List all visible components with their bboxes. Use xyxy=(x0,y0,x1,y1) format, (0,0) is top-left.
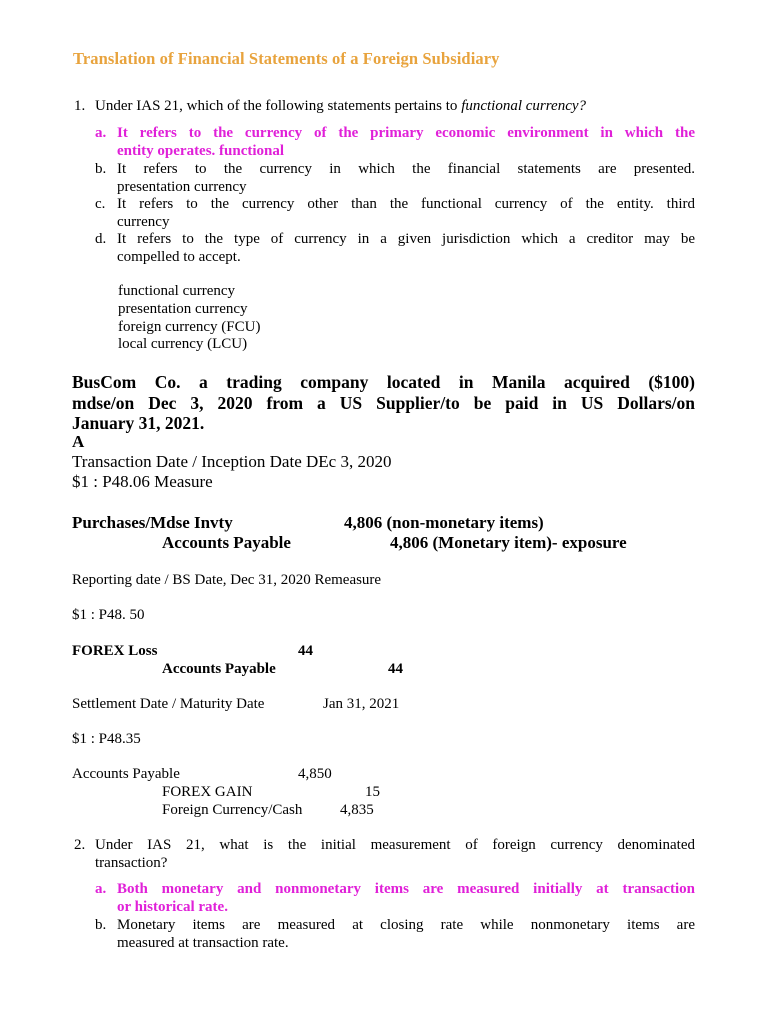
option-line: It refers to the currency in which the financial statements are presented. xyxy=(117,161,695,177)
entry1-credit-amount: 4,806 (Monetary item)- exposure xyxy=(390,533,627,552)
option-line: entity operates. functional xyxy=(117,142,285,159)
option-letter: c. xyxy=(95,196,106,212)
entry1-debit-amount: 4,806 (non-monetary items) xyxy=(344,513,544,532)
entry3-credit1-amount: 15 xyxy=(365,784,380,800)
question-number: 2. xyxy=(74,837,86,853)
option-line: or historical rate. xyxy=(117,898,228,915)
question-1 xyxy=(0,98,768,118)
option-line: It refers to the currency other than the functional currency of the entity. third xyxy=(117,196,695,212)
question-line: transaction? xyxy=(95,854,168,871)
q1-option-b xyxy=(95,161,695,197)
question-line: Under IAS 21, what is the initial measurement of foreign currency denominated xyxy=(95,837,695,853)
entry2-credit-account: Accounts Payable xyxy=(162,661,276,677)
option-line: compelled to accept. xyxy=(117,248,241,265)
settlement-label: Settlement Date / Maturity Date xyxy=(72,696,265,712)
entry3-debit-amount: 4,850 xyxy=(298,766,332,782)
entry3-credit1-account: FOREX GAIN xyxy=(162,784,253,800)
option-line: Both monetary and nonmonetary items are measured initially at transaction xyxy=(117,881,695,897)
entry2-credit-amount: 44 xyxy=(388,661,403,677)
question-2 xyxy=(0,837,768,877)
option-letter: a. xyxy=(95,881,107,897)
option-text xyxy=(117,917,695,952)
q1-option-a xyxy=(95,125,695,161)
entry3-credit2-account: Foreign Currency/Cash xyxy=(162,802,303,818)
rate-measure: $1 : P48.06 Measure xyxy=(72,472,213,491)
option-letter: d. xyxy=(95,231,107,247)
option-line: Monetary items are measured at closing rate while nonmonetary items are xyxy=(117,917,695,933)
term-foreign-currency: foreign currency (FCU) xyxy=(118,319,261,335)
entry3-debit-account: Accounts Payable xyxy=(72,766,180,782)
q1-option-c xyxy=(95,196,695,232)
paragraph-line: BusCom Co. a trading company located in Manila acquired ($100) xyxy=(72,372,695,392)
option-text xyxy=(117,125,695,160)
term-presentation-currency: presentation currency xyxy=(118,301,248,317)
option-letter: b. xyxy=(95,161,107,177)
question-text xyxy=(95,98,586,115)
option-line: It refers to the currency of the primary economic environment in which the xyxy=(117,125,695,141)
option-line: presentation currency xyxy=(117,178,247,195)
transaction-date: Transaction Date / Inception Date DEc 3, 2020 xyxy=(72,452,392,471)
entry2-debit-amount: 44 xyxy=(298,643,313,659)
option-line: measured at transaction rate. xyxy=(117,934,289,951)
option-letter: a. xyxy=(95,125,107,141)
question-number: 1. xyxy=(74,98,86,114)
option-text xyxy=(117,231,695,266)
option-text xyxy=(117,161,695,196)
rate-settlement: $1 : P48.35 xyxy=(72,731,141,747)
example-paragraph xyxy=(72,372,695,434)
document-title: Translation of Financial Statements of a Foreign Subsidiary xyxy=(73,49,500,68)
option-line: It refers to the type of currency in a given jurisdiction which a creditor may be xyxy=(117,231,695,247)
label-a: A xyxy=(72,432,85,451)
q2-option-b xyxy=(95,917,695,953)
question-text-plain: Under IAS 21, which of the following statements pertains to xyxy=(95,98,462,114)
option-text xyxy=(117,196,695,231)
question-text xyxy=(95,837,695,872)
entry1-credit-account: Accounts Payable xyxy=(162,533,291,552)
option-line: currency xyxy=(117,213,170,230)
term-local-currency: local currency (LCU) xyxy=(118,336,248,352)
settlement-date: Jan 31, 2021 xyxy=(323,696,400,712)
option-text xyxy=(117,881,695,916)
reporting-date: Reporting date / BS Date, Dec 31, 2020 Remeasure xyxy=(72,572,382,588)
entry2-debit-account: FOREX Loss xyxy=(72,643,158,659)
question-text-italic: functional currency? xyxy=(461,98,587,114)
entry1-debit-account: Purchases/Mdse Invty xyxy=(72,513,233,532)
paragraph-line: January 31, 2021. xyxy=(72,413,205,433)
term-functional-currency: functional currency xyxy=(118,283,236,299)
paragraph-line: mdse/on Dec 3, 2020 from a US Supplier/to be paid in US Dollars/on xyxy=(72,392,695,413)
q2-option-a xyxy=(95,881,695,917)
rate-reporting: $1 : P48. 50 xyxy=(72,607,145,623)
q1-option-d xyxy=(95,231,695,267)
entry3-credit2-amount: 4,835 xyxy=(340,802,374,818)
option-letter: b. xyxy=(95,917,107,933)
